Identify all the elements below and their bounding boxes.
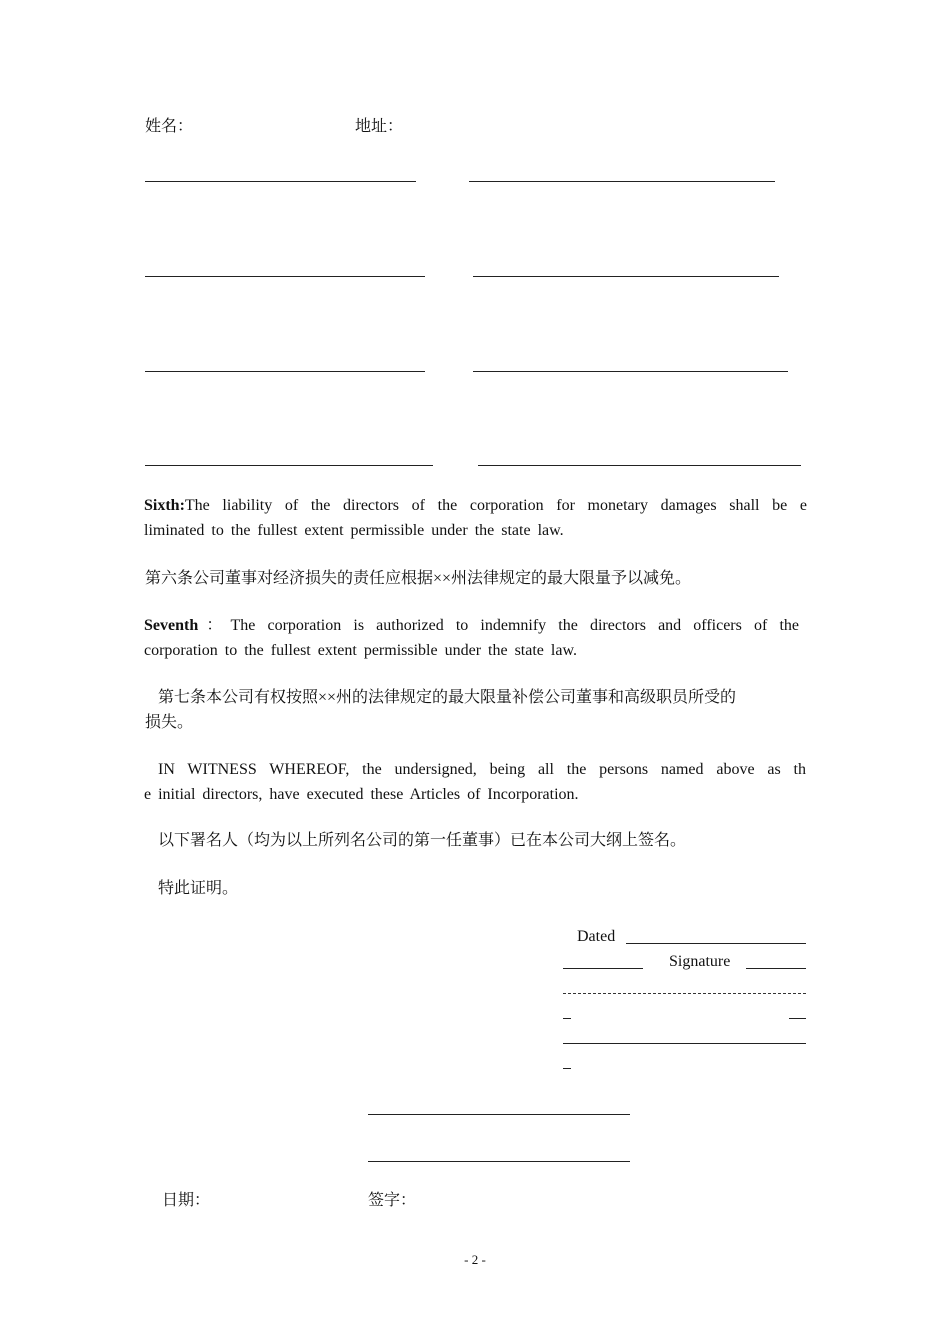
seventh-article xyxy=(144,613,807,663)
signature-blank-line xyxy=(746,968,806,969)
signature-cn-label: 签字： xyxy=(368,1192,417,1209)
address-blank-line xyxy=(478,465,801,466)
witness-chinese-text: 以下署名人（均为以上所列名公司的第一任董事）已在本公司大纲上签名。 xyxy=(158,832,687,849)
date-signature-blank-line xyxy=(368,1114,630,1115)
name-blank-line xyxy=(145,181,416,182)
sixth-text-line1: The liability of the directors of the corporation for monetary damages shall be e xyxy=(184,497,807,514)
seventh-separator: ： xyxy=(198,617,231,634)
signature-blank-line xyxy=(563,1043,806,1044)
seventh-text-line2: corporation to the fullest extent permissible under the state law. xyxy=(144,642,577,659)
certification-text: 特此证明。 xyxy=(158,880,239,897)
signature-dashed-line xyxy=(563,993,806,994)
sixth-article xyxy=(144,493,807,543)
seventh-heading: Seventh xyxy=(144,617,199,634)
dated-blank-line xyxy=(626,943,806,944)
seventh-chinese-line2: 损失。 xyxy=(145,714,194,731)
name-blank-line xyxy=(145,465,433,466)
seventh-chinese-line1: 第七条本公司有权按照××州的法律规定的最大限量补偿公司董事和高级职员所受的 xyxy=(158,689,737,706)
address-label: 地址： xyxy=(355,118,404,135)
sixth-chinese-text: 第六条公司董事对经济损失的责任应根据××州法律规定的最大限量予以减免。 xyxy=(145,570,692,587)
witness-line2: e initial directors, have executed these Articles of Incorporation. xyxy=(144,786,579,803)
dated-blank-line-continued xyxy=(563,968,643,969)
signature-line-fragment xyxy=(563,1068,571,1069)
witness-line1: IN WITNESS WHEREOF, the undersigned, being all the persons named above as th xyxy=(158,761,806,778)
sixth-text-line2: liminated to the fullest extent permissible under the state law. xyxy=(144,522,564,539)
seventh-text-line1: The corporation is authorized to indemnify the directors and officers of the xyxy=(230,617,799,634)
signature-line-fragment xyxy=(563,1018,571,1019)
name-label: 姓名： xyxy=(145,118,194,135)
date-signature-blank-line xyxy=(368,1161,630,1162)
name-blank-line xyxy=(145,371,425,372)
name-blank-line xyxy=(145,276,425,277)
sixth-heading: Sixth: xyxy=(144,497,185,514)
dated-label: Dated xyxy=(577,928,616,945)
witness-paragraph xyxy=(158,757,806,782)
page-number: - 2 - xyxy=(464,1252,486,1267)
address-blank-line xyxy=(473,371,788,372)
signature-label: Signature xyxy=(669,953,731,970)
signature-line-fragment xyxy=(789,1018,806,1019)
date-label: 日期： xyxy=(162,1192,211,1209)
address-blank-line xyxy=(473,276,779,277)
address-blank-line xyxy=(469,181,775,182)
